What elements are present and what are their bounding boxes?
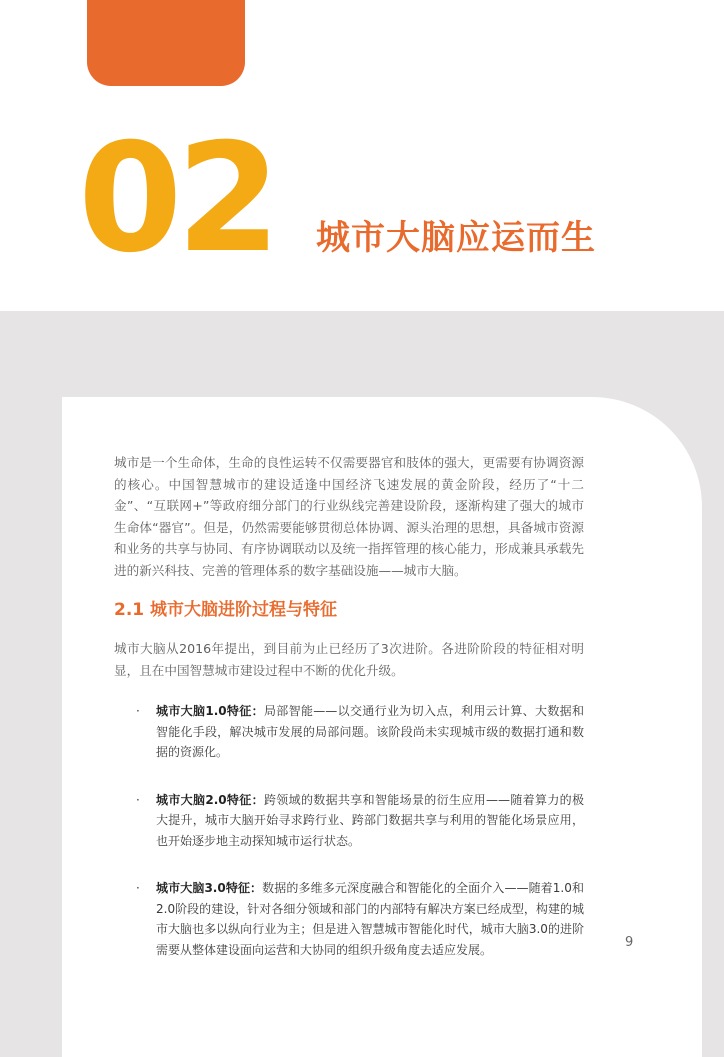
main-content [114,452,584,987]
bullet-text: 局部智能——以交通行业为切入点，利用云计算、大数据和智能化手段，解决城市发展的局部问题。该阶段尚未实现城市级的数据打通和数据的资源化。 [156,704,584,759]
top-tab-decoration [87,0,245,86]
bullet-text: 跨领域的数据共享和智能场景的衍生应用——随着算力的极大提升，城市大脑开始寻求跨行业、跨部门数据共享与利用的智能化场景应用，也开始逐步地主动探知城市运行状态。 [156,792,584,848]
list-item [114,878,584,960]
bullet-term: 城市大脑3.0特征： [156,881,263,895]
grey-band-decoration [62,311,724,397]
list-item [114,790,584,852]
list-item [114,701,584,763]
bullet-marker: · [136,792,140,807]
bullet-marker: · [136,704,140,718]
bullet-text: 数据的多维多元深度融合和智能化的全面介入——随着1.0和2.0阶段的建设，针对各细分领域和部门的内部特有解决方案已经成型，构建的城市大脑也多以纵向行业为主；但是进入智慧城市智能化时代，城市大脑3.0的进阶需要从整体建设面向运营和大协同的组织升级角度去适应发展。 [156,881,584,957]
bullet-term: 城市大脑2.0特征： [156,792,264,807]
intro-paragraph: 城市是一个生命体，生命的良性运转不仅需要器官和肢体的强大，更需要有协调资源的核心。中国智慧城市的建设适逢中国经济飞速发展的黄金阶段，经历了“十二金”、“互联网+”等政府细分部门的行业纵线完善建设阶段，逐渐构建了强大的城市生命体“器官”。但是，仍然需要能够贯彻总体协调、源头治理的思想，具备城市资源和业务的共享与协同、有序协调联动以及统一指挥管理的核心能力，形成兼具承载先进的新兴科技、完善的管理体系的数字基础设施——城市大脑。 [114,455,584,578]
feature-list [114,701,584,960]
chapter-title: 城市大脑应运而生 [316,218,596,258]
section-paragraph: 城市大脑从2016年提出，到目前为止已经历了3次进阶。各进阶阶段的特征相对明显，且在中国智慧城市建设过程中不断的优化升级。 [114,641,584,678]
bullet-term: 城市大脑1.0特征： [156,704,264,718]
section-heading: 2.1 城市大脑进阶过程与特征 [114,600,338,620]
chapter-number: 02 [78,112,275,286]
page-number: 9 [625,935,634,950]
bullet-marker: · [136,881,140,895]
